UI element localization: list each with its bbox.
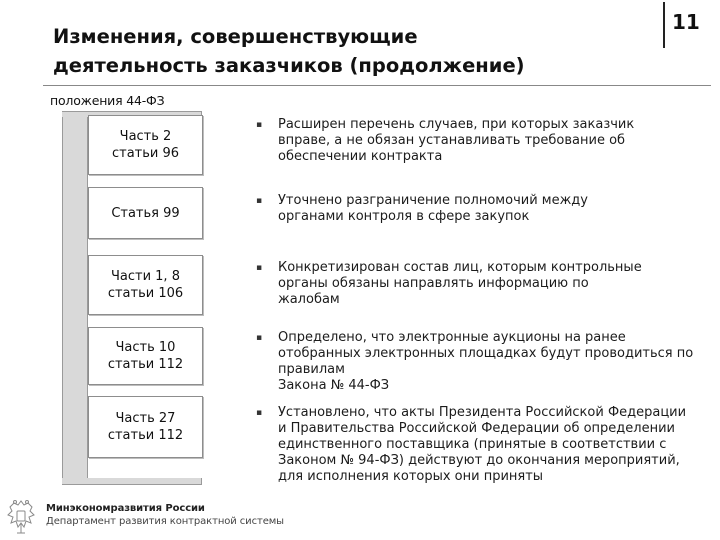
reference-box xyxy=(88,115,203,175)
bullet-text: Установлено, что акты Президента Российской Федерации и Правительства Российской Федерации об определении единственного поставщика (принятые в соответствии с Законом № 94-ФЗ) действуют до окончания мероприятий, для исполнения которых они приняты xyxy=(278,405,687,484)
bullet-icon: ▪ xyxy=(256,333,263,343)
reference-label: Часть 2 статьи 96 xyxy=(111,129,180,161)
reference-label: Части 1, 8 статьи 106 xyxy=(107,269,184,301)
bullet-item xyxy=(256,330,718,394)
reference-label: Часть 10 статьи 112 xyxy=(107,340,184,372)
bullet-text: Уточнено разграничение полномочий между органами контроля в сфере закупок xyxy=(278,193,588,224)
reference-label: Часть 27 статьи 112 xyxy=(107,411,184,443)
law-caption: положения 44-ФЗ xyxy=(50,93,165,108)
bullet-icon: ▪ xyxy=(256,408,263,418)
reference-bracket-bottom xyxy=(62,478,202,485)
bullet-icon: ▪ xyxy=(256,196,263,206)
department-name: Департамент развития контрактной системы xyxy=(46,516,284,527)
reference-box xyxy=(88,255,203,315)
bullet-item xyxy=(256,260,718,308)
title-divider xyxy=(663,2,665,48)
coat-of-arms-icon xyxy=(4,497,38,537)
reference-box xyxy=(88,187,203,239)
bullet-text: Определено, что электронные аукционы на ранее отобранных электронных площадках будут проводиться по правилам Закона № 44-ФЗ xyxy=(278,330,694,393)
slide-number: 11 xyxy=(672,10,700,34)
bullet-text: Расширен перечень случаев, при которых заказчик вправе, а не обязан устанавливать требование об обеспечении контракта xyxy=(278,117,635,164)
bullet-item xyxy=(256,193,718,225)
reference-box xyxy=(88,396,203,458)
bullet-item xyxy=(256,405,718,485)
slide-title-line-1: Изменения, совершенствующие xyxy=(53,25,418,48)
reference-label: Статья 99 xyxy=(111,205,180,221)
header-rule xyxy=(43,85,711,86)
slide-title-line-2: деятельность заказчиков (продолжение) xyxy=(53,54,525,77)
reference-box xyxy=(88,327,203,385)
ministry-name: Минэкономразвития России xyxy=(46,503,205,514)
reference-bracket xyxy=(62,111,88,485)
slide-title xyxy=(53,22,643,80)
bullet-icon: ▪ xyxy=(256,120,263,130)
bullet-icon: ▪ xyxy=(256,263,263,273)
bullet-text: Конкретизирован состав лиц, которым контрольные органы обязаны направлять информацию по жалобам xyxy=(278,260,642,307)
bullet-item xyxy=(256,117,718,165)
